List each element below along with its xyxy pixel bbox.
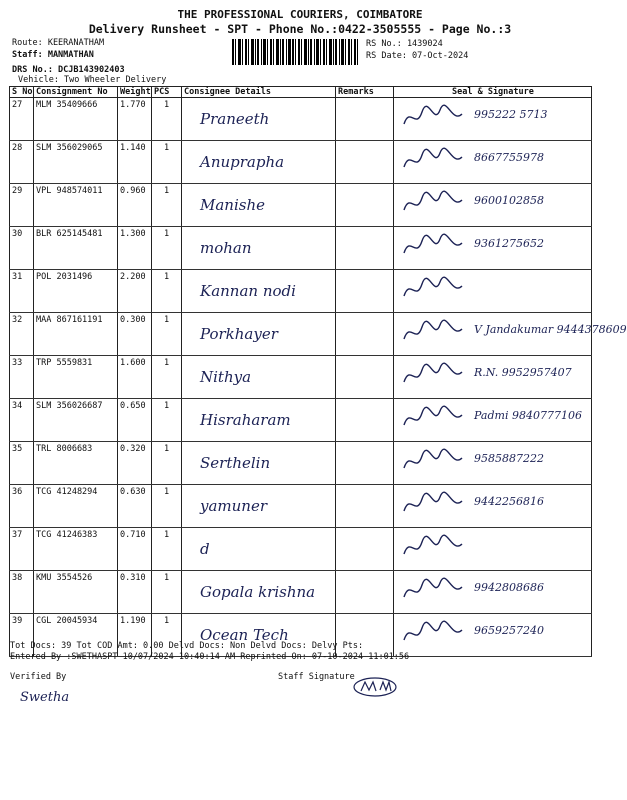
receiver-phone-number: V Jandakumar 9444378609 bbox=[474, 323, 627, 336]
row-consignee-details bbox=[182, 528, 336, 571]
row-serial: 29 bbox=[10, 184, 34, 227]
consignee-handwritten-name: Praneeth bbox=[200, 110, 270, 128]
row-pcs: 1 bbox=[152, 98, 182, 141]
column-header: Weight bbox=[118, 87, 152, 98]
table-row bbox=[10, 184, 592, 227]
row-consignment-no: KMU 3554526 bbox=[34, 571, 118, 614]
row-pcs: 1 bbox=[152, 313, 182, 356]
signature-scribble bbox=[400, 487, 470, 521]
staff-label: Staff: MANMATHAN bbox=[12, 50, 94, 60]
table-header-row bbox=[10, 87, 592, 98]
row-pcs: 1 bbox=[152, 399, 182, 442]
row-pcs: 1 bbox=[152, 141, 182, 184]
receiver-phone-number: 9585887222 bbox=[474, 452, 544, 465]
drs-number: DRS No.: DCJB14390240З bbox=[12, 65, 125, 75]
row-weight: 1.770 bbox=[118, 98, 152, 141]
row-consignee-details bbox=[182, 313, 336, 356]
signature-scribble bbox=[400, 616, 470, 650]
receiver-phone-number: 9600102858 bbox=[474, 194, 544, 207]
row-serial: 34 bbox=[10, 399, 34, 442]
row-weight: 0.300 bbox=[118, 313, 152, 356]
staff-signature-mark bbox=[352, 676, 398, 698]
row-consignee-details bbox=[182, 442, 336, 485]
row-pcs: 1 bbox=[152, 614, 182, 657]
runsheet-title: Delivery Runsheet - SPT - Phone No.:0422-3505555 - Page No.:3 bbox=[88, 22, 512, 36]
row-remarks bbox=[336, 227, 394, 270]
signature-scribble bbox=[400, 272, 470, 306]
row-consignment-no: SLM 356026687 bbox=[34, 399, 118, 442]
vehicle-label: Vehicle: Two Wheeler Delivery bbox=[18, 75, 167, 85]
row-consignee-details bbox=[182, 98, 336, 141]
row-consignee-details bbox=[182, 356, 336, 399]
row-seal-signature bbox=[394, 614, 592, 657]
table-row bbox=[10, 399, 592, 442]
row-consignee-details bbox=[182, 270, 336, 313]
row-serial: 30 bbox=[10, 227, 34, 270]
row-serial: 39 bbox=[10, 614, 34, 657]
row-weight: 0.710 bbox=[118, 528, 152, 571]
rs-number: RS No.: 1439024 bbox=[366, 39, 443, 49]
staff-signature-label: Staff Signature bbox=[278, 672, 355, 682]
company-name: THE PROFESSIONAL COURIERS, COIMBATORE bbox=[177, 8, 423, 21]
row-pcs: 1 bbox=[152, 227, 182, 270]
signature-scribble bbox=[400, 573, 470, 607]
row-seal-signature bbox=[394, 442, 592, 485]
row-weight: 1.600 bbox=[118, 356, 152, 399]
consignee-handwritten-name: Gopala krishna bbox=[200, 583, 316, 601]
row-remarks bbox=[336, 98, 394, 141]
row-consignment-no: BLR 625145481 bbox=[34, 227, 118, 270]
row-consignee-details bbox=[182, 399, 336, 442]
row-consignment-no: TRL 8006683 bbox=[34, 442, 118, 485]
receiver-phone-number: R.N. 9952957407 bbox=[474, 366, 572, 379]
receiver-phone-number: 9361275652 bbox=[474, 237, 544, 250]
row-pcs: 1 bbox=[152, 485, 182, 528]
row-remarks bbox=[336, 442, 394, 485]
consignee-handwritten-name: Kannan nodi bbox=[200, 282, 296, 300]
row-pcs: 1 bbox=[152, 270, 182, 313]
row-serial: 27 bbox=[10, 98, 34, 141]
table-row bbox=[10, 528, 592, 571]
row-remarks bbox=[336, 399, 394, 442]
row-consignment-no: VPL 948574011 bbox=[34, 184, 118, 227]
column-header: Consignment No bbox=[34, 87, 118, 98]
row-consignment-no: MLM 35409666 bbox=[34, 98, 118, 141]
row-weight: 1.140 bbox=[118, 141, 152, 184]
signature-scribble bbox=[400, 401, 470, 435]
route-label: Route: KEERANATHAM bbox=[12, 38, 105, 48]
consignee-handwritten-name: Nithya bbox=[200, 368, 252, 386]
consignee-handwritten-name: yamuner bbox=[200, 497, 268, 515]
row-remarks bbox=[336, 270, 394, 313]
row-seal-signature bbox=[394, 98, 592, 141]
column-header: Consignee Details bbox=[182, 87, 336, 98]
totals-line: Tot Docs: 39 Tot COD Amt: 0.00 Delvd Docs: Non Delvd Docs: Delvy Pts: bbox=[10, 641, 364, 651]
row-weight: 0.960 bbox=[118, 184, 152, 227]
receiver-phone-number: 8667755978 bbox=[474, 151, 544, 164]
consignee-handwritten-name: Serthelin bbox=[200, 454, 271, 472]
row-serial: 31 bbox=[10, 270, 34, 313]
row-consignment-no: TRP 5559831 bbox=[34, 356, 118, 399]
table-row bbox=[10, 141, 592, 184]
signature-scribble bbox=[400, 315, 470, 349]
signature-scribble bbox=[400, 143, 470, 177]
row-serial: 33 bbox=[10, 356, 34, 399]
column-header: PCS bbox=[152, 87, 182, 98]
row-seal-signature bbox=[394, 270, 592, 313]
row-serial: 38 bbox=[10, 571, 34, 614]
row-weight: 2.200 bbox=[118, 270, 152, 313]
verified-signature: Swetha bbox=[20, 690, 70, 705]
signature-scribble bbox=[400, 100, 470, 134]
row-serial: 35 bbox=[10, 442, 34, 485]
row-consignment-no: CGL 20045934 bbox=[34, 614, 118, 657]
signature-scribble bbox=[400, 358, 470, 392]
row-seal-signature bbox=[394, 313, 627, 356]
row-pcs: 1 bbox=[152, 184, 182, 227]
row-pcs: 1 bbox=[152, 571, 182, 614]
column-header: Remarks bbox=[336, 87, 394, 98]
table-row bbox=[10, 270, 592, 313]
row-consignment-no: TCG 41246383 bbox=[34, 528, 118, 571]
row-pcs: 1 bbox=[152, 528, 182, 571]
table-row bbox=[10, 442, 592, 485]
verified-by-label: Verified By bbox=[10, 672, 67, 682]
row-seal-signature bbox=[394, 227, 592, 270]
signature-scribble bbox=[400, 229, 470, 263]
receiver-phone-number: 995222 5713 bbox=[474, 108, 548, 121]
row-consignment-no: MAA 867161191 bbox=[34, 313, 118, 356]
row-consignment-no: SLM 356029065 bbox=[34, 141, 118, 184]
row-seal-signature bbox=[394, 399, 592, 442]
table-row bbox=[10, 485, 592, 528]
row-serial: 28 bbox=[10, 141, 34, 184]
receiver-phone-number: 9442256816 bbox=[474, 495, 544, 508]
rs-date: RS Date: 07-Oct-2024 bbox=[366, 51, 469, 61]
row-seal-signature bbox=[394, 184, 592, 227]
consignee-handwritten-name: Anuprapha bbox=[200, 153, 285, 171]
table-row bbox=[10, 227, 592, 270]
row-consignment-no: TCG 41248294 bbox=[34, 485, 118, 528]
row-remarks bbox=[336, 141, 394, 184]
row-consignee-details bbox=[182, 141, 336, 184]
row-weight: 0.320 bbox=[118, 442, 152, 485]
row-pcs: 1 bbox=[152, 442, 182, 485]
table-row bbox=[10, 313, 592, 356]
signature-scribble bbox=[400, 186, 470, 220]
row-consignee-details bbox=[182, 227, 336, 270]
row-remarks bbox=[336, 184, 394, 227]
consignee-handwritten-name: mohan bbox=[200, 239, 252, 257]
row-consignment-no: POL 2031496 bbox=[34, 270, 118, 313]
row-remarks bbox=[336, 485, 394, 528]
row-remarks bbox=[336, 571, 394, 614]
row-consignee-details bbox=[182, 485, 336, 528]
table-row bbox=[10, 98, 592, 141]
row-weight: 0.630 bbox=[118, 485, 152, 528]
consignee-handwritten-name: d bbox=[200, 540, 210, 558]
column-header: Seal & Signature bbox=[394, 87, 592, 98]
signature-scribble bbox=[400, 444, 470, 478]
row-serial: 32 bbox=[10, 313, 34, 356]
row-serial: 37 bbox=[10, 528, 34, 571]
consignee-handwritten-name: Porkhayer bbox=[200, 325, 278, 343]
row-remarks bbox=[336, 356, 394, 399]
row-weight: 0.310 bbox=[118, 571, 152, 614]
row-seal-signature bbox=[394, 485, 592, 528]
consignee-handwritten-name: Hisraharam bbox=[200, 411, 291, 429]
row-serial: 36 bbox=[10, 485, 34, 528]
consignee-handwritten-name: Manishe bbox=[200, 196, 265, 214]
consignee-handwritten-name: Ocean Tech bbox=[200, 626, 289, 644]
signature-scribble bbox=[400, 530, 470, 564]
row-weight: 0.650 bbox=[118, 399, 152, 442]
row-weight: 1.300 bbox=[118, 227, 152, 270]
row-seal-signature bbox=[394, 571, 592, 614]
row-pcs: 1 bbox=[152, 356, 182, 399]
row-remarks bbox=[336, 528, 394, 571]
receiver-phone-number: Padmi 9840777106 bbox=[474, 409, 582, 422]
row-seal-signature bbox=[394, 528, 592, 571]
entered-by-line: Entered By :SWETHASPT 10/07/2024 10:40:14 AM Reprinted On: 07-10-2024 11:01:56 bbox=[10, 652, 410, 662]
barcode bbox=[232, 39, 358, 65]
row-seal-signature bbox=[394, 356, 592, 399]
row-seal-signature bbox=[394, 141, 592, 184]
row-consignee-details bbox=[182, 184, 336, 227]
row-weight: 1.190 bbox=[118, 614, 152, 657]
table-row bbox=[10, 356, 592, 399]
receiver-phone-number: 9942808686 bbox=[474, 581, 544, 594]
row-remarks bbox=[336, 313, 394, 356]
row-consignee-details bbox=[182, 571, 336, 614]
column-header: S No bbox=[10, 87, 34, 98]
runsheet-table bbox=[9, 86, 627, 657]
receiver-phone-number: 9659257240 bbox=[474, 624, 544, 637]
table-row bbox=[10, 571, 592, 614]
